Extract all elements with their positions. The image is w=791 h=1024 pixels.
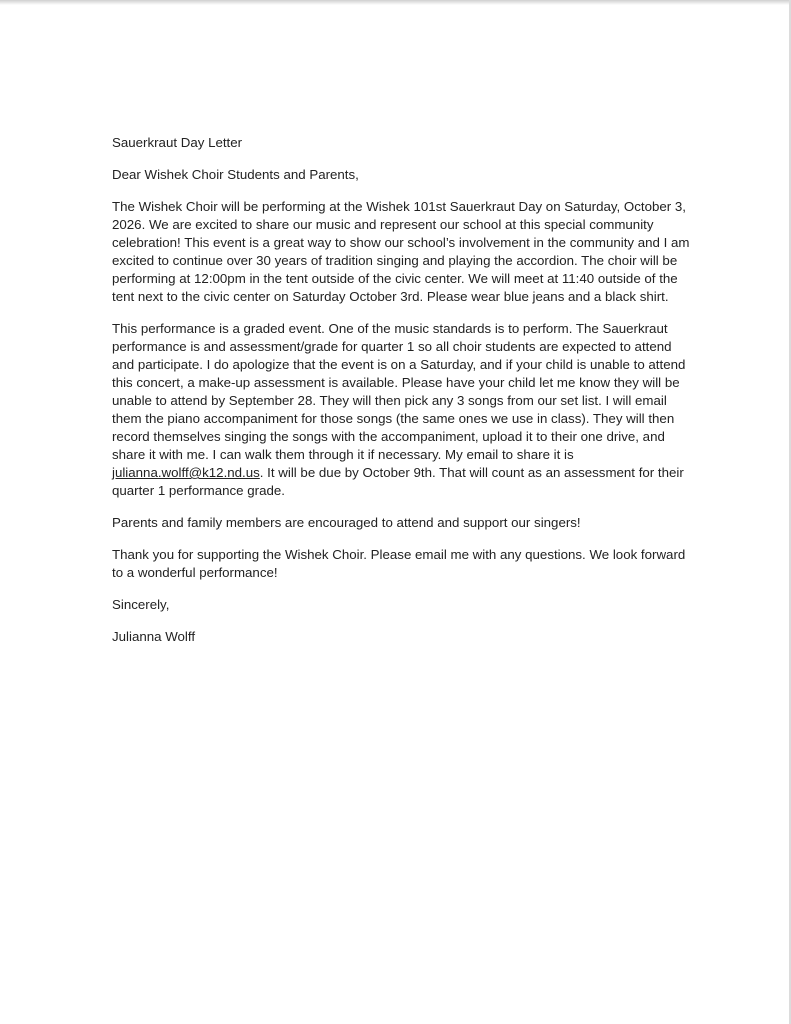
paragraph-grading-text-end: . It will be due by October 9th. That will count as an assessment for their quarter 1 performance grade. — [112, 465, 684, 498]
letter-page — [112, 134, 692, 646]
paragraph-grading — [112, 320, 692, 500]
letter-closing: Sincerely, — [112, 597, 170, 612]
paragraph-event-details: The Wishek Choir will be performing at the Wishek 101st Sauerkraut Day on Saturday, October 3, 2026. We are excited to share our music and represent our school at this special community celebration! This event is a great way to show our school’s involvement in the community and I am excited to continue over 30 years of tradition singing and playing the accordion. The choir will be performing at 12:00pm in the tent outside of the civic center. We will meet at 11:40 outside of the tent next to the civic center on Saturday October 3rd. Please wear blue jeans and a black shirt. — [112, 199, 690, 304]
scan-top-edge — [0, 0, 791, 5]
letter-signature: Julianna Wolff — [112, 629, 196, 644]
paragraph-thanks: Thank you for supporting the Wishek Choir. Please email me with any questions. We look forward to a wonderful performance! — [112, 547, 686, 580]
paragraph-grading-text: This performance is a graded event. One of the music standards is to perform. The Sauerkraut performance is and assessment/grade for quarter 1 so all choir students are expected to attend and participate. I do apologize that the event is on a Saturday, and if your child is unable to attend this concert, a make-up assessment is available. Please have your child let me know they will be unable to attend by September 28. They will then pick any 3 songs from our set list. I will email them the piano accompaniment for those songs (the same ones we use in class). They will then record themselves singing the songs with the accompaniment, upload it to their one drive, and share it with me. I can walk them through it if necessary. My email to share it is — [112, 321, 686, 462]
email-link[interactable]: julianna.wolff@k12.nd.us — [112, 465, 260, 480]
letter-title: Sauerkraut Day Letter — [112, 135, 243, 150]
paragraph-invitation: Parents and family members are encouraged to attend and support our singers! — [112, 515, 581, 530]
letter-greeting: Dear Wishek Choir Students and Parents, — [112, 167, 359, 182]
